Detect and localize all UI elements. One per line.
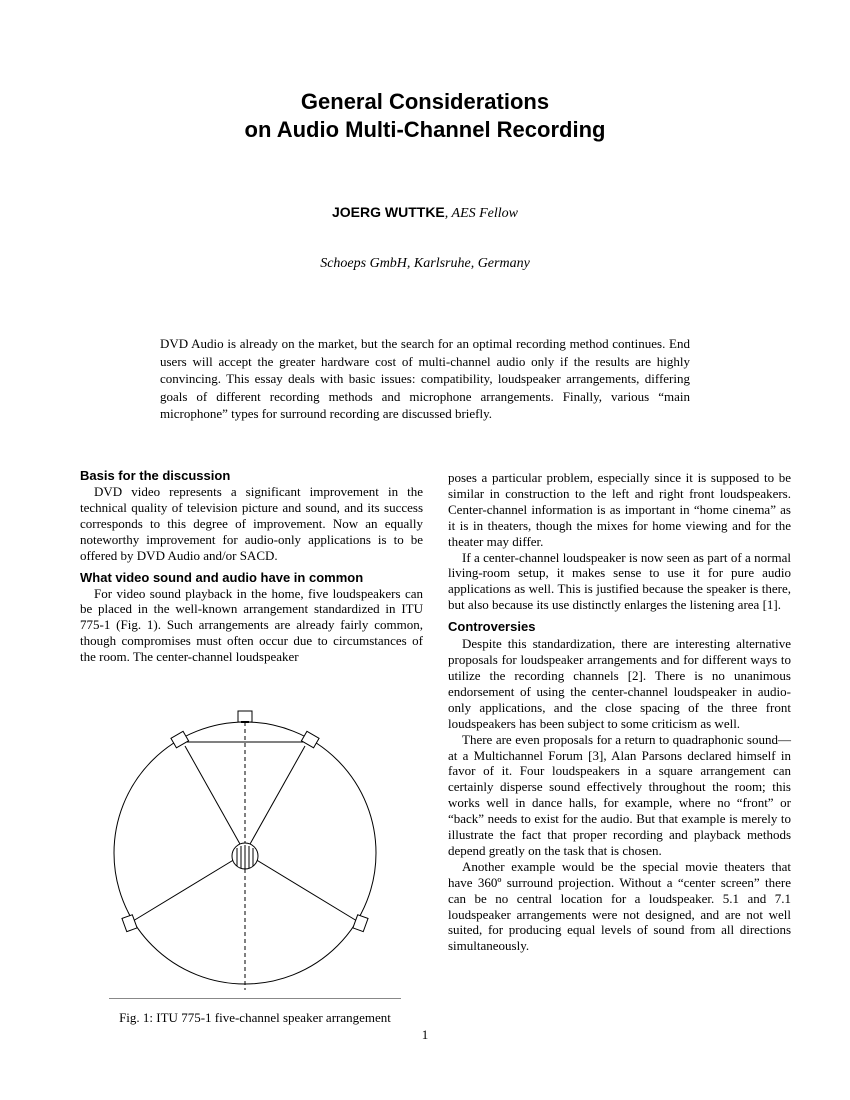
figure-rule xyxy=(109,998,401,999)
title-line-2: on Audio Multi-Channel Recording xyxy=(244,117,606,142)
line-to-rear-left xyxy=(133,853,245,921)
section-heading-controversies: Controversies xyxy=(448,619,536,635)
page-number: 1 xyxy=(421,1027,429,1042)
paragraph-common-2: If a center-channel loudspeaker is now seen as part of a normal living-room setup, it makes sense to use it for pure audio applications as well. This is justified because the speaker is there, but also because its use distinctly enlarges the listening area [1]. xyxy=(448,549,791,613)
abstract: DVD Audio is already on the market, but the search for an optimal recording method continues. End users will accept the greater hardware cost of multi-channel audio only if the results are highly convincing. This essay deals with basic issues: compatibility, loudspeaker arrangements, differing goals of different recording methods and microphone arrangements. Finally, various “main microphone” types for surround recording are discussed briefly. xyxy=(160,336,690,421)
front-left-speaker-icon xyxy=(171,731,189,748)
author-name: JOERG WUTTKE xyxy=(331,204,445,220)
paragraph-controversies-1: Despite this standardization, there are interesting alternative proposals for loudspeaker arrangements and for different ways to utilize the recording channels [2]. There is no unanimous endorsement of using the center-channel loudspeaker in audio-only applications, and the close spacing of the three front loudspeakers has been subject to some criticism as well. xyxy=(448,636,791,731)
section-heading-basis: Basis for the discussion xyxy=(80,468,231,483)
figure-caption: Fig. 1: ITU 775-1 five-channel speaker arrangement xyxy=(119,1010,391,1025)
paper-title xyxy=(0,88,850,144)
right-column xyxy=(448,470,791,954)
author-title: , AES Fellow xyxy=(444,206,518,221)
line-to-rear-right xyxy=(245,853,357,921)
section-heading-common: What video sound and audio have in common xyxy=(80,569,364,585)
paragraph-controversies-2: There are even proposals for a return to quadraphonic sound—at a Multichannel Forum [3], Alan Parsons declared himself in favor of it. Four loudspeakers in a square arrangement can certainly disperse sound effectively throughout the room; this works well in dance halls, for example, where no “front” or “back” needs to exist for the audio. But that example is merely to illustrate the fact that proper recording and playback methods depend greatly on the task that is chosen. xyxy=(448,731,791,858)
title-line-1: General Considerations xyxy=(300,89,550,114)
author-affiliation: Schoeps GmbH, Karlsruhe, Germany xyxy=(320,256,530,271)
line-to-front-left xyxy=(185,746,245,853)
left-column xyxy=(80,468,423,665)
listener-head xyxy=(232,843,258,869)
rear-left-speaker-icon xyxy=(122,915,137,932)
rear-right-speaker-icon xyxy=(353,915,368,932)
paragraph-controversies-3: Another example would be the special movie theaters that have 360º surround projection. Without a “center screen” there can be no central location for a loudspeaker. 5.1 and 7.1 loudspeaker arrangements were not designed, and are not well suited, for producing equal levels of sound from all directions simultaneously. xyxy=(448,858,791,954)
speaker-arrangement-figure xyxy=(108,706,402,998)
paragraph-common-1: For video sound playback in the home, five loudspeakers can be placed in the well-known arrangement standardized in ITU 775-1 (Fig. 1). Such arrangements are already fairly common, though compromises must often occur due to circumstances of the room. The center-channel loudspeaker xyxy=(80,585,423,665)
paragraph-common-1-continued: poses a particular problem, especially since it is supposed to be similar in construction to the left and right front loudspeakers. Center-channel information is as important in “home cinema” as it is in theaters, though the mixes for home viewing and for the theater may differ. xyxy=(448,470,791,549)
paragraph-basis-1: DVD video represents a significant improvement in the technical quality of television picture and sound, and its success corresponds to this degree of improvement. Now an equally noteworthy improvement for audio-only applications is to be offered by DVD Audio and/or SACD. xyxy=(80,484,423,563)
front-right-speaker-icon xyxy=(301,731,319,748)
author-line xyxy=(0,204,850,222)
center-speaker-icon xyxy=(238,711,252,722)
line-to-front-right xyxy=(245,746,305,853)
